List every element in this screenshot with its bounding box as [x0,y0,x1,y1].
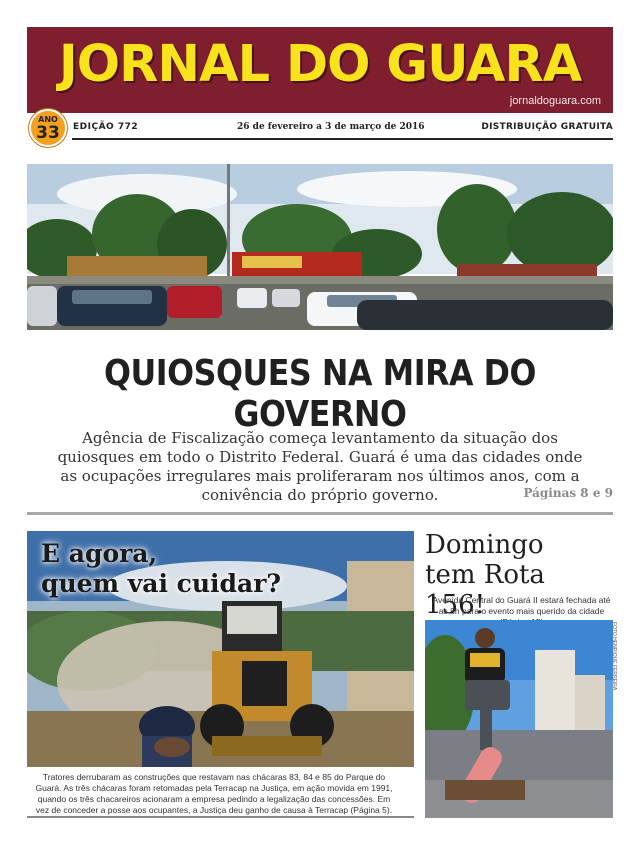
photo-credit [609,622,617,712]
edition-bar [27,113,613,143]
second-story-headline[interactable] [41,539,281,599]
lead-headline[interactable]: QUIOSQUES NA MIRA DO GOVERNO [103,353,537,435]
ano-badge [29,109,67,147]
hero-photo[interactable] [27,164,613,330]
story-bottom-rule [27,816,414,818]
masthead-title: JORNAL DO GUARA [58,35,582,94]
side-story-caption: Avenida Central do Guará II estará fechada até as 8h para o evento mais querido da cidade [432,595,611,616]
section-divider [27,512,613,515]
skater-photo [425,620,613,818]
side-headline-line-2: tem Rota 156! [425,560,545,620]
kiosk-parking-photo [27,164,613,330]
distribution-note: DISTRIBUIÇÃO GRATUITA [481,122,613,132]
ano-label: ANO [38,115,58,124]
masthead-url[interactable]: jornaldoguara.com [509,95,601,107]
photo-credit-text: FOTO HENRIQUE FERREIRA [611,622,617,691]
second-headline-line-1: E agora, [41,539,158,568]
masthead [27,27,613,113]
side-headline-line-1: Domingo [425,530,544,560]
skateboard-photo[interactable] [425,620,613,818]
demolition-caption: Tratores derrubaram as construções que restavam nas chácaras 83, 84 e 85 do Parque do Guará. As três chácaras foram retomadas pela Terracap na Justiça, em ação movida em 1991, quando os três chacareiros acionaram a empresa pedindo a legalização das concessões. Em vez de conceder a posse aos ocupantes, a Justiça deu ganho de causa à Terracap (Página 5). [35,772,393,815]
second-headline-line-2: quem vai cuidar? [41,569,282,598]
lead-deck: Agência de Fiscalização começa levantamento da situação dos quiosques em todo o Distrito Federal. Guará é uma das cidades onde as ocupações irregulares mais proliferaram nos últimos anos, com a conivência do próprio governo. [57,429,583,504]
edition-number: EDIÇÃO 772 [73,122,139,132]
ano-number: 33 [36,123,60,143]
edition-rule [72,138,613,140]
lead-page-reference[interactable]: Páginas 8 e 9 [523,486,613,500]
edition-dates: 26 de fevereiro a 3 de março de 2016 [237,122,425,132]
demolition-photo[interactable] [27,531,414,767]
